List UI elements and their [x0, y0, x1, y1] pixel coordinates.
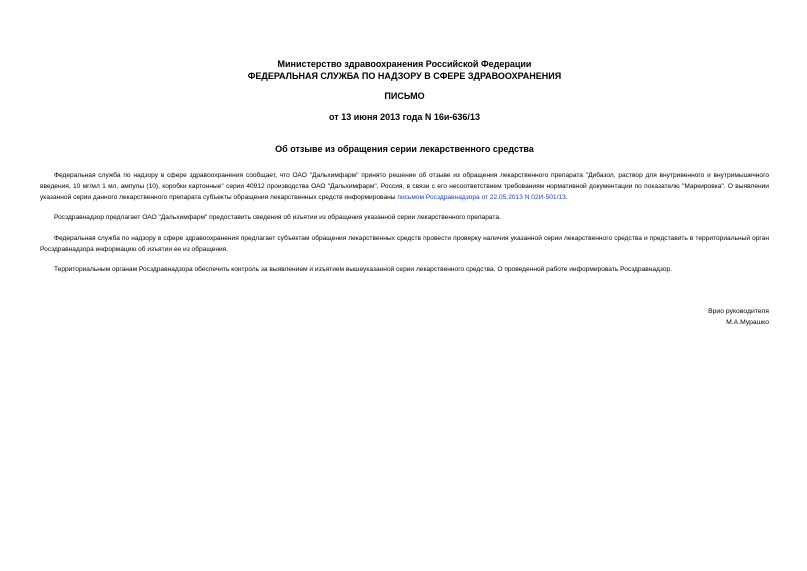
document-subject: Об отзыве из обращения серии лекарственного средства — [275, 144, 534, 154]
signature-block — [708, 306, 769, 328]
ministry-name: Министерство здравоохранения Российской Федерации — [277, 59, 532, 69]
paragraph-4: Территориальным органам Росздравнадзора обеспечить контроль за выявлением и изъятием вышеуказанной серии лекарственного средства. О проведенной работе информировать Росздравнадзор. — [54, 266, 673, 273]
paragraph-2: Росздравнадзор предлагает ОАО "Дальхимфарм" предоставить сведения об изъятии из обращения указанной серии лекарственного препарата. — [54, 214, 501, 221]
service-name: ФЕДЕРАЛЬНАЯ СЛУЖБА ПО НАДЗОРУ В СФЕРЕ ЗДРАВООХРАНЕНИЯ — [247, 71, 562, 81]
document-type: ПИСЬМО — [384, 91, 425, 101]
document-page — [40, 0, 769, 571]
signatory-position: Врио руководителя — [708, 308, 769, 315]
paragraph-1-text: Федеральная служба по надзору в сфере здравоохранения сообщает, что ОАО "Дальхимфарм" принято решение об отзыве из обращения лекарственного препарата "Дибазол, раствор для внутривенного и внутримышечного введения, 10 мг/мл 1 мл, ампулы (10), коробки картонные" серии 40912 производства ОАО "Дальхимфарм", Россия, в связи с его несоответствием требованиям нормативной документации по показателю "Маркировка". О выявлении указанной серии данного лекарственного препарата субъекты обращения лекарственных средств информированы — [40, 172, 769, 201]
paragraph-1 — [40, 170, 769, 203]
reference-letter-link[interactable]: письмом Росздравнадзора от 22.05.2013 N 02И-501/13 — [397, 194, 566, 201]
document-date-number: от 13 июня 2013 года N 16и-636/13 — [329, 112, 480, 122]
paragraph-1-end: . — [565, 194, 568, 201]
signatory-name: М.А.Мурашко — [726, 319, 769, 326]
paragraph-3: Федеральная служба по надзору в сфере здравоохранения предлагает субъектам обращения лекарственных средств провести проверку наличия указанной серии лекарственного средства и представить в территориальный орган Росздравнадзора информацию об изъятии ее из обращения. — [40, 235, 769, 253]
